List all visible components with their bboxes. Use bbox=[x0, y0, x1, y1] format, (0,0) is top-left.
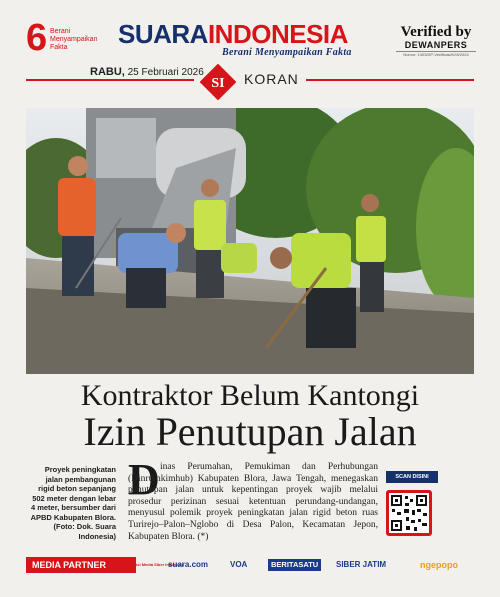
edition-day: RABU, bbox=[90, 66, 125, 78]
headline-line-2[interactable]: Izin Penutupan Jalan bbox=[83, 409, 417, 454]
brand-suara: SUARA bbox=[118, 19, 208, 49]
partner-voa[interactable]: VOA bbox=[230, 560, 248, 569]
partner-amsi-text: Asosiasi Media Siber Indonesia bbox=[124, 562, 184, 568]
headline-line-1[interactable]: Kontraktor Belum Kantongi bbox=[80, 379, 420, 412]
si-logo-icon[interactable] bbox=[200, 64, 236, 100]
divider-right bbox=[306, 79, 474, 81]
verification-number: Nomor: 1403/DP-Verifikasi/K/III/2024 bbox=[396, 51, 476, 57]
masthead-tagline: Berani Menyampaikan Fakta bbox=[222, 47, 352, 58]
dewan-pers-label: DEWANPERS bbox=[404, 40, 468, 50]
edition-date-text: 25 Februari 2026 bbox=[127, 67, 204, 78]
divider-left bbox=[26, 79, 194, 81]
qr-code-icon[interactable] bbox=[386, 490, 432, 536]
media-partner-label: MEDIA PARTNER bbox=[26, 557, 136, 573]
section-label: KORAN bbox=[244, 71, 299, 87]
partner-ngepopo[interactable]: ngepopo bbox=[420, 560, 458, 570]
verified-badge bbox=[396, 24, 476, 57]
article-body: inas Perumahan, Pemukiman dan Perhubungan (Dinrumkimhub) Kabupaten Blora, Jawa Tengah, menegaskan penutupan jalan untuk kepentingan proyek wajib melalui prosedur perizinan sesuai ketentuan perundang-undangan, menyusul polemik proyek peningkatan jalan rigid beton ruas Turirejo–Palon–Nglobo di Desa Palon, Kecamatan Jepon, Kabupaten Blora. (*) bbox=[128, 462, 378, 542]
si-logo-text: SI bbox=[211, 76, 225, 91]
photo-caption: Proyek peningkatan jalan pembangunan rigid beton sepanjang 502 meter dengan lebar 4 meter, bersumber dari APBD Kabupaten Blora. (Foto: Dok. Suara Indonesia) bbox=[30, 465, 116, 541]
partner-amsi[interactable]: ▲ Asosiasi Media Siber Indonesia bbox=[112, 559, 184, 570]
news-photo bbox=[26, 108, 474, 374]
edition-date bbox=[90, 66, 204, 78]
scan-label: SCAN DISINI bbox=[386, 471, 438, 483]
anniversary-logo bbox=[26, 17, 121, 62]
anniversary-number: 6 bbox=[26, 17, 48, 59]
partner-suara-com[interactable]: suara.com bbox=[168, 560, 209, 569]
masthead-brand[interactable] bbox=[118, 20, 348, 48]
drop-cap: D bbox=[128, 455, 160, 504]
brand-indonesia: INDONESIA bbox=[207, 19, 348, 49]
partner-beritasatu[interactable]: BERITASATU bbox=[268, 559, 321, 571]
verified-by-label: Verified by bbox=[400, 24, 472, 40]
partner-siber-jatim[interactable]: SIBER JATIM bbox=[336, 560, 387, 569]
anniversary-text: Berani Menyampaikan Fakta bbox=[50, 28, 98, 51]
